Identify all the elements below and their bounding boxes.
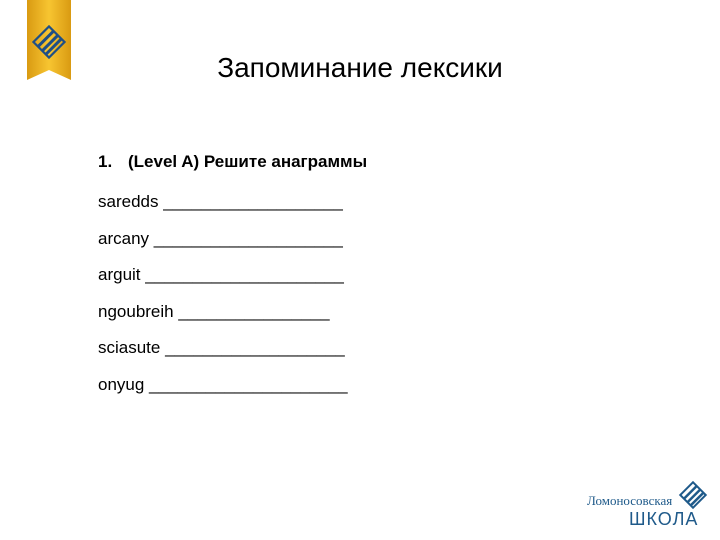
brand-logo <box>585 481 713 527</box>
anagram-item: arcany ____________________ <box>98 228 343 248</box>
anagram-item: arguit _____________________ <box>98 265 344 284</box>
anagram-item: saredds ___________________ <box>98 192 343 211</box>
school-emblem-icon <box>680 482 705 507</box>
task-heading <box>98 152 367 172</box>
anagram-list <box>98 190 348 409</box>
anagram-item: onyug _____________________ <box>98 374 348 394</box>
task-text: (Level A) Решите анаграммы <box>128 152 368 171</box>
brand-line1: Ломоносовская <box>587 493 673 508</box>
task-number: 1. <box>98 152 113 171</box>
brand-line2: ШКОЛА <box>629 509 699 527</box>
anagram-item: sciasute ___________________ <box>98 338 345 357</box>
slide-title: Запоминание лексики <box>217 52 503 83</box>
anagram-item: ngoubreih ________________ <box>98 301 330 321</box>
